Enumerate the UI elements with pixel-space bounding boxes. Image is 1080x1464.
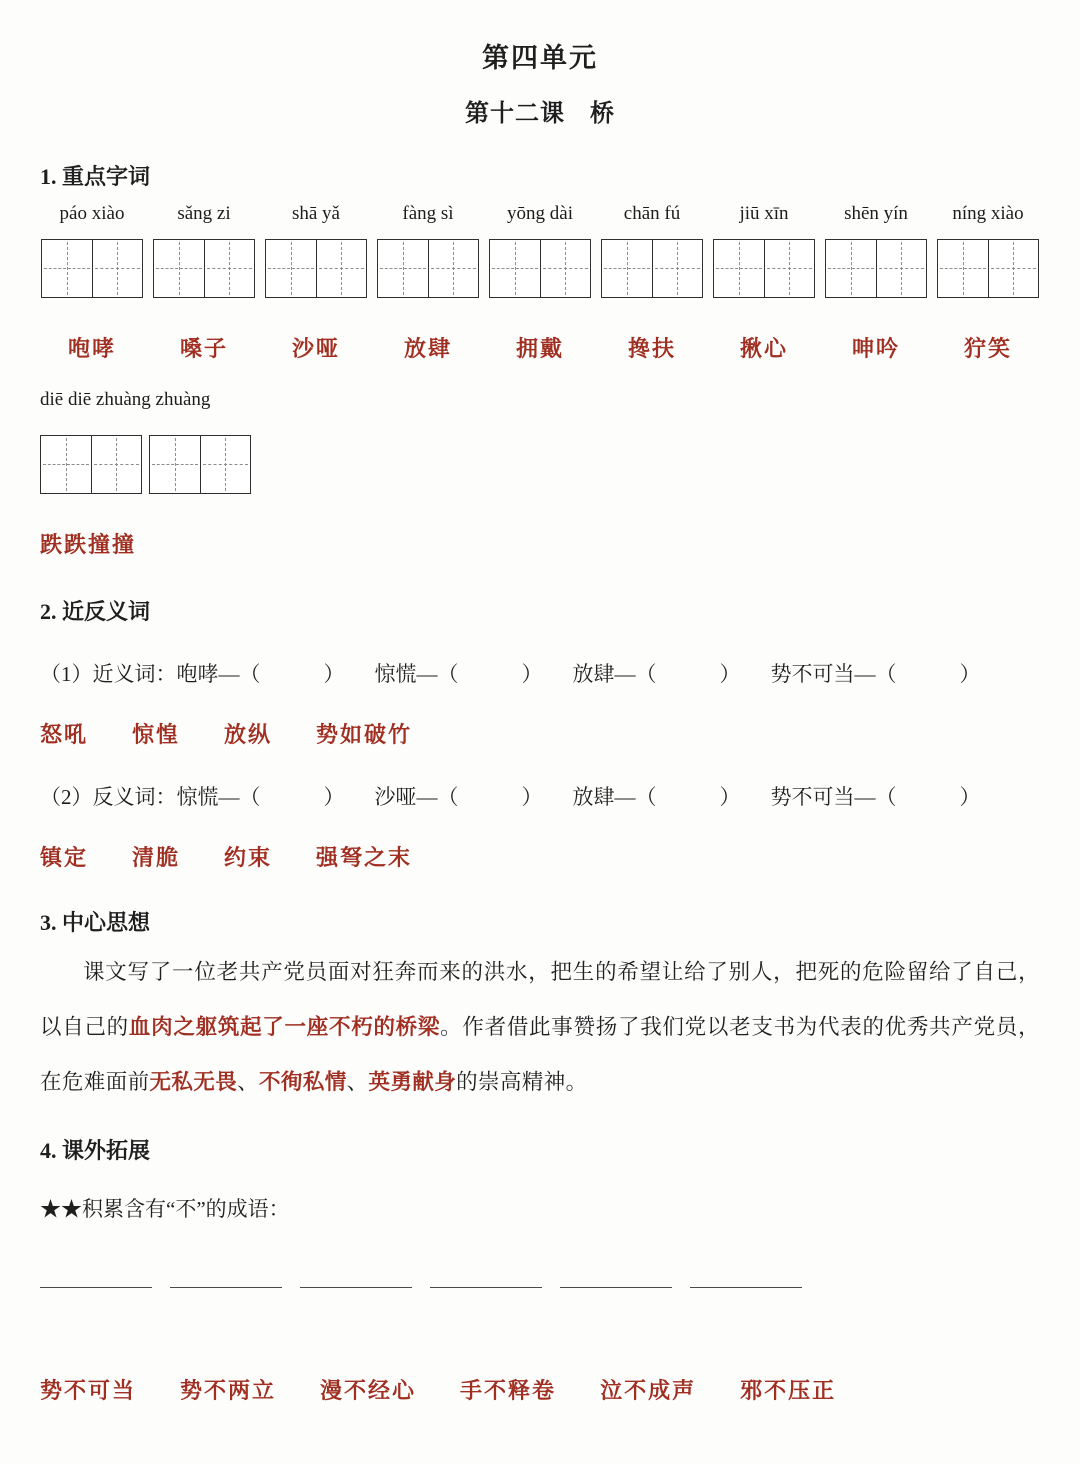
- word-answer: 嗓子: [179, 336, 228, 361]
- word-answer: 拥戴: [515, 336, 564, 361]
- answer-word: 势不两立: [180, 1378, 277, 1404]
- writing-grid: [41, 239, 143, 298]
- word-grid-row: [40, 203, 1040, 363]
- central-idea-paragraph: [40, 945, 1040, 1110]
- text-segment: 、: [237, 1070, 260, 1095]
- blank-line: [690, 1287, 802, 1288]
- pinyin-label: shēn yín: [844, 203, 908, 224]
- grid-cell: [150, 436, 200, 493]
- grid-cell: [428, 240, 478, 297]
- antonym-pair: 沙哑—（ ）: [374, 785, 543, 809]
- word-column: [152, 203, 256, 363]
- word-answer: 咆哮: [67, 336, 116, 361]
- grid-cell: [876, 240, 926, 297]
- text-segment-highlight: 不徇私情: [259, 1070, 347, 1095]
- answer-word: 漫不经心: [320, 1378, 417, 1404]
- section3-heading: 3. 中心思想: [40, 910, 151, 935]
- answer-word: 惊惶: [132, 722, 181, 747]
- word-column: [40, 203, 144, 363]
- word-answer: 沙哑: [291, 336, 340, 361]
- blank-row: [40, 1287, 1040, 1288]
- pinyin-label: jiū xīn: [739, 203, 789, 224]
- grid-cell: [602, 240, 652, 297]
- word-answer: 跌跌撞撞: [40, 532, 137, 557]
- grid-cell: [266, 240, 316, 297]
- blank-line: [300, 1287, 412, 1288]
- answer-word: 约束: [224, 845, 273, 870]
- grid-cell: [378, 240, 428, 297]
- unit-title: 第四单元: [482, 43, 598, 73]
- section2-heading: 2. 近反义词: [40, 599, 151, 624]
- text-segment: 课文写了一位老共产党员面对狂奔而来的洪水，把生的希望让给了别人，把死的危险留给了自己，以自己的: [40, 960, 1040, 1040]
- word-column: [376, 203, 480, 363]
- answer-word: 势如破竹: [316, 722, 413, 747]
- synonym-pair: 惊慌—（ ）: [374, 662, 543, 686]
- idiom-answers: [40, 1374, 1040, 1405]
- grid-cell: [540, 240, 590, 297]
- grid-cell: [42, 240, 92, 297]
- text-segment-highlight: 无私无畏: [149, 1070, 238, 1095]
- synonym-prompt: （1）近义词：: [40, 662, 177, 686]
- answer-word: 势不可当: [40, 1378, 137, 1404]
- pinyin-label: diē diē zhuàng zhuàng: [40, 389, 211, 410]
- synonym-pair: 咆哮—（ ）: [176, 662, 345, 686]
- antonym-pair: 放肆—（ ）: [572, 785, 741, 809]
- antonym-prompt: （2）反义词：: [40, 785, 177, 809]
- answer-word: 邪不压正: [740, 1378, 837, 1404]
- grid-cell: [92, 240, 142, 297]
- text-segment: 、: [346, 1070, 369, 1095]
- word-column: [488, 203, 592, 363]
- extension-prompt: ★★积累含有“不”的成语：: [40, 1197, 290, 1222]
- blank-line: [170, 1287, 282, 1288]
- grid-cell: [154, 240, 204, 297]
- pinyin-label: fàng sì: [402, 203, 454, 224]
- grid-cell: [764, 240, 814, 297]
- antonym-line: [40, 781, 1040, 811]
- grid-cell: [938, 240, 988, 297]
- writing-grid: [149, 435, 251, 494]
- pinyin-label: shā yǎ: [291, 203, 340, 224]
- answer-word: 放纵: [224, 722, 273, 747]
- writing-grid: [937, 239, 1039, 298]
- blank-line: [560, 1287, 672, 1288]
- grid-cell: [200, 436, 250, 493]
- grid-cell: [826, 240, 876, 297]
- synonym-line: [40, 658, 1040, 688]
- grid-cell: [41, 436, 91, 493]
- writing-grid: [265, 239, 367, 298]
- pinyin-label: sǎng zi: [177, 203, 231, 224]
- answer-word: 怒吼: [40, 722, 89, 747]
- word-column: [936, 203, 1040, 363]
- lesson-title: 第十二课 桥: [465, 101, 615, 127]
- synonym-pair: 放肆—（ ）: [572, 662, 741, 686]
- grid-cell: [490, 240, 540, 297]
- word-column: [264, 203, 368, 363]
- text-segment-highlight: 血肉之躯筑起了一座不朽的桥梁: [128, 1015, 441, 1040]
- answer-word: 泣不成声: [600, 1378, 697, 1404]
- grid-cell: [316, 240, 366, 297]
- text-segment: 的崇高精神。: [456, 1070, 588, 1095]
- grid-cell: [714, 240, 764, 297]
- writing-grid: [825, 239, 927, 298]
- pinyin-label: chān fú: [623, 203, 681, 224]
- synonym-pair: 势不可当—（ ）: [770, 662, 981, 686]
- word-column: [600, 203, 704, 363]
- writing-grid: [153, 239, 255, 298]
- text-segment-highlight: 英勇献身: [368, 1070, 457, 1095]
- antonym-pair: 惊慌—（ ）: [176, 785, 345, 809]
- pinyin-label: yōng dài: [507, 203, 573, 224]
- answer-word: 手不释卷: [460, 1378, 557, 1404]
- grid-cell: [652, 240, 702, 297]
- writing-grid: [40, 435, 142, 494]
- pinyin-label: páo xiào: [59, 203, 125, 224]
- section4-heading: 4. 课外拓展: [40, 1138, 151, 1164]
- synonym-answers: [40, 718, 1040, 749]
- antonym-answers: [40, 841, 1040, 872]
- word-grid-row: [40, 423, 1040, 494]
- word-answer: 呻吟: [851, 336, 900, 361]
- blank-line: [40, 1287, 152, 1288]
- word-column: [712, 203, 816, 363]
- text-segment: 。作者借此事赞扬了我们党以老支书为代表的优秀共产党员，在危难面前: [40, 1015, 1040, 1095]
- answer-word: 镇定: [40, 845, 89, 870]
- writing-grid: [713, 239, 815, 298]
- writing-grid: [601, 239, 703, 298]
- writing-grid: [489, 239, 591, 298]
- writing-grid: [377, 239, 479, 298]
- grid-cell: [91, 436, 141, 493]
- word-column: [824, 203, 928, 363]
- antonym-pair: 势不可当—（ ）: [770, 785, 981, 809]
- pinyin-label: níng xiào: [952, 203, 1024, 224]
- blank-line: [430, 1287, 542, 1288]
- answer-word: 清脆: [132, 845, 181, 870]
- word-answer: 狞笑: [963, 336, 1012, 361]
- answer-word: 强弩之末: [316, 845, 413, 870]
- word-answer: 放肆: [403, 336, 452, 361]
- grid-cell: [204, 240, 254, 297]
- word-answer: 揪心: [739, 336, 788, 361]
- grid-cell: [988, 240, 1038, 297]
- word-answer: 搀扶: [627, 336, 676, 361]
- section1-heading: 1. 重点字词: [40, 164, 151, 189]
